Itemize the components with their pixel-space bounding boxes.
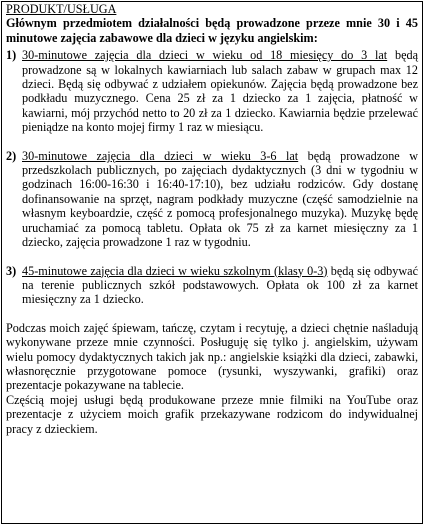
list-number: 1): [6, 48, 17, 63]
list-item-title: 45-minutowe zajęcia dla dzieci w wieku szkolnym (klasy 0-3): [22, 263, 328, 278]
list-number: 2): [6, 148, 17, 163]
list-item-title: 30-minutowe zajęcia dla dzieci w wieku od 18 miesięcy do 3 lat: [22, 48, 388, 63]
list-item-2: [6, 149, 418, 250]
body-paragraph: Podczas moich zajęć śpiewam, tańczę, czytam i recytuję, a dzieci chętnie naśladują wykonywane przeze mnie czynności. Posługuję się tylko j. angielskim, używam wielu pomocy dydaktycznych takich jak np.: angielskie książki dla dzieci, zabawki, własnoręcznie przygotowane pomoce (rysunki, wyszywanki, grafiki) oraz prezentacje pokazywane na tablecie.: [6, 320, 418, 393]
document-page: [1, 1, 423, 524]
list-item-text: będą prowadzone w przedszkolach publicznych, po zajęciach dydaktycznych (3 dni w tygodniu w godzinach 16:00-16:30 i 16:40-17:10), bez udziału rodziców. Gdy dostanę dofinansowanie na sprzęt, nagram podkłady muzyczne (część samodzielnie na własnym keyboardzie, część z pomocą profesjonalnego muzyka). Muzykę będę uruchamiać za pomocą tabletu. Opłata ok 75 zł za karnet miesięczny za 1 dziecko, zajęcia prowadzone 1 raz w tygodniu.: [22, 148, 418, 250]
intro-paragraph: Głównym przedmiotem działalności będą prowadzone przeze mnie 30 i 45 minutowe zajęcia zabawowe dla dzieci w języku angielskim:: [6, 16, 418, 45]
list-item-3: [6, 264, 418, 307]
list-item-title: 30-minutowe zajęcia dla dzieci w wieku 3-6 lat: [22, 148, 299, 163]
list-item-text: będą się odbywać na terenie publicznych szkół podstawowych. Opłata ok 100 zł za karnet miesięczny za 1 dziecko.: [22, 263, 418, 307]
section-heading: PRODUKT/USŁUGA: [6, 2, 117, 16]
list-item-text: będą prowadzone są w lokalnych kawiarniach lub salach zabaw w grupach max 12 dzieci. Będą się odbywać z udziałem opiekunów. Zajęcia będą prowadzone bez podkładu muzycznego. Cena 25 zł za 1 dziecko za 1 zajęcia, płatność w kawiarni, mój przychód netto to 20 zł za 1 dziecko. Kawiarnia będzie przelewać pieniądze na konto mojej firmy 1 raz w miesiącu.: [22, 48, 418, 135]
list-item-1: [6, 48, 418, 134]
list-number: 3): [6, 263, 17, 278]
body-paragraph: Częścią mojej usługi będą produkowane przeze mnie filmiki na YouTube oraz prezentacje z użyciem moich grafik przekazywane rodzicom do indywidualnej pracy z dzieckiem.: [6, 392, 418, 436]
